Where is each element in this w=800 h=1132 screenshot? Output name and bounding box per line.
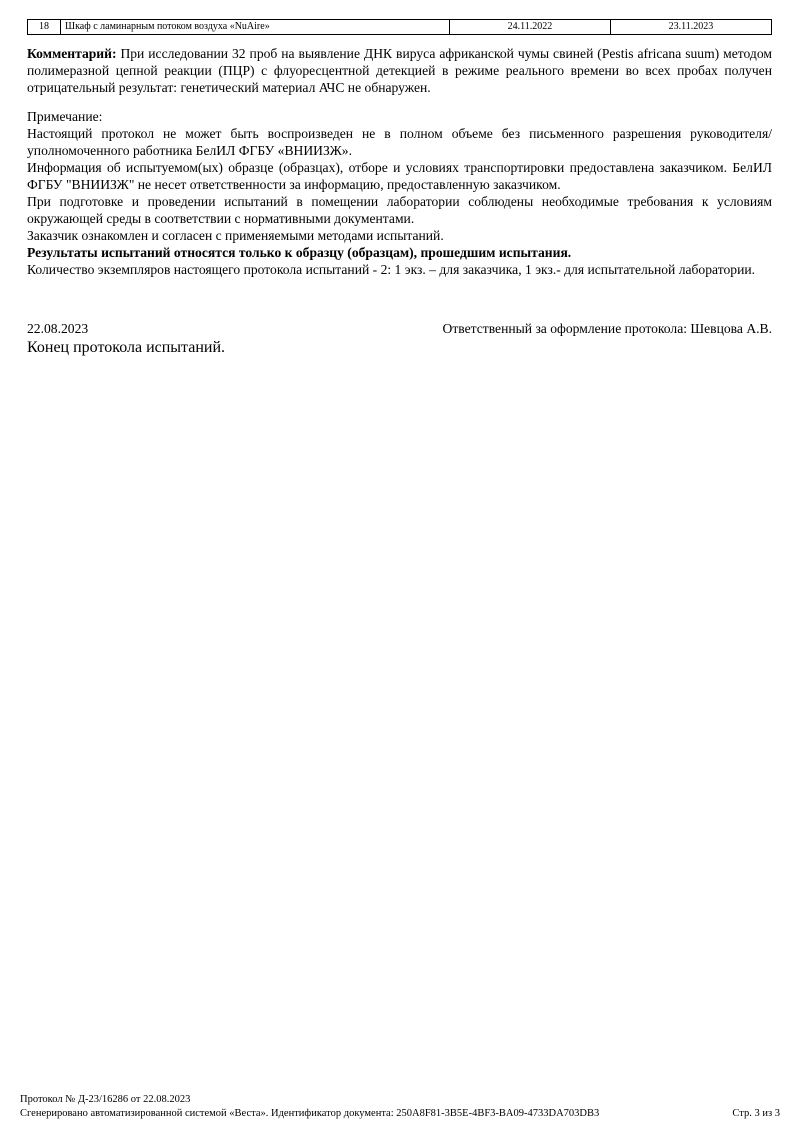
table-row	[28, 20, 772, 35]
note-conditions: При подготовке и проведении испытаний в помещении лаборатории соблюдены необходимые требования к условиям окружающей среды в соответствии с нормативными документами.	[27, 194, 772, 226]
valid-from-date: 24.11.2022	[450, 20, 611, 35]
page-footer	[20, 1093, 780, 1121]
note-reproduction: Настоящий протокол не может быть воспроизведен не в полном объеме без письменного разрешения руководителя/уполномоченного работника БелИЛ ФГБУ «ВНИИЗЖ».	[27, 126, 772, 158]
comment-label: Комментарий:	[27, 46, 117, 61]
equipment-table	[27, 19, 772, 35]
end-of-protocol: Конец протокола испытаний.	[27, 339, 226, 356]
note-methods: Заказчик ознакомлен и согласен с применяемыми методами испытаний.	[27, 228, 444, 243]
row-number: 18	[28, 20, 61, 35]
footer-generated-by: Сгенерировано автоматизированной системой «Веста». Идентификатор документа: 250A8F81-3B5E-4BF3-BA09-4733DA703DB3	[20, 1108, 600, 1119]
page-number: Стр. 3 из 3	[732, 1108, 780, 1119]
comment-text: При исследовании 32 проб на выявление ДНК вируса африканской чумы свиней (Pestis africana suum) методом полимеразной цепной реакции (ПЦР) с флуоресцентной детекцией в режиме реального времени во всех пробах получен отрицательный результат: генетический материал АЧС не обнаружен.	[27, 46, 772, 95]
note-results-scope: Результаты испытаний относятся только к образцу (образцам), прошедшим испытания.	[27, 245, 572, 260]
signature-date: 22.08.2023	[27, 321, 89, 336]
note-copies: Количество экземпляров настоящего протокола испытаний - 2: 1 экз. – для заказчика, 1 экз.- для испытательной лаборатории.	[27, 262, 756, 277]
notes-block	[27, 108, 772, 278]
valid-to-date: 23.11.2023	[611, 20, 772, 35]
notes-heading: Примечание:	[27, 109, 103, 124]
responsible-person: Ответственный за оформление протокола: Шевцова А.В.	[442, 321, 772, 336]
note-sample-info: Информация об испытуемом(ых) образце (образцах), отборе и условиях транспортировки предоставлена заказчиком. БелИЛ ФГБУ "ВНИИЗЖ" не несет ответственности за информацию, предоставленную заказчиком.	[27, 160, 772, 192]
footer-protocol-number: Протокол № Д-23/16286 от 22.08.2023	[20, 1094, 191, 1105]
equipment-name: Шкаф с ламинарным потоком воздуха «NuAire»	[61, 20, 450, 35]
comment-block	[27, 45, 772, 96]
